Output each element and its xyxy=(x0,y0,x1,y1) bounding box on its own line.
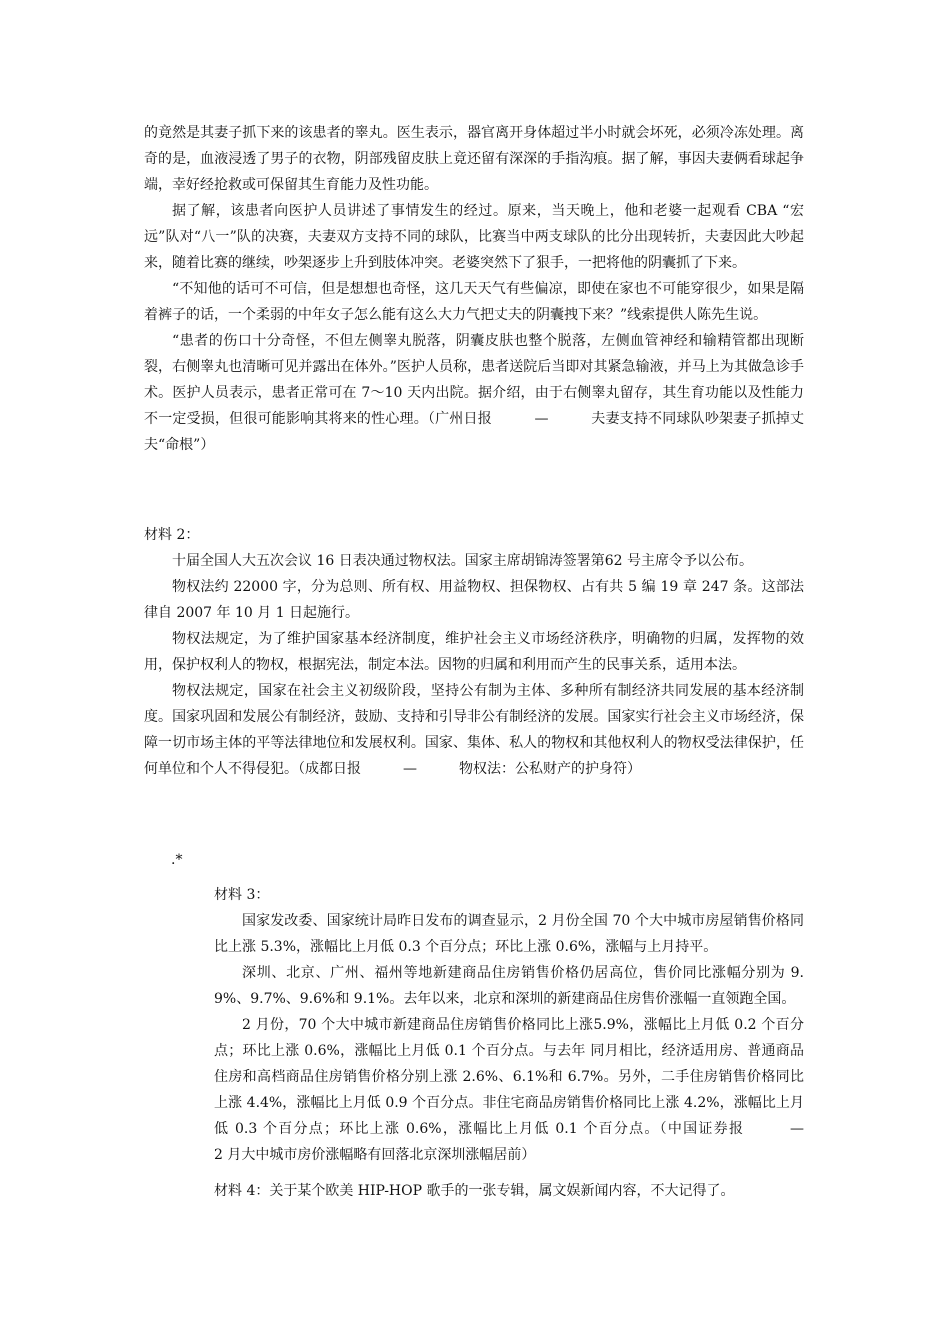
article-section-1 xyxy=(144,120,804,458)
paragraph: 物权法约 22000 字，分为总则、所有权、用益物权、担保物权、占有共 5 编 19 章 247 条。这部法律自 2007 年 10 月 1 日起施行。 xyxy=(144,579,804,621)
paragraph: 的竟然是其妻子抓下来的该患者的睾丸。医生表示，器官离开身体超过半小时就会坏死，必须冷冻处理。离奇的是，血液浸透了男子的衣物，阴部残留皮肤上竟还留有深深的手指沟痕。据了解，事因夫妻俩看球起争端，幸好经抢救或可保留其生育能力及性功能。 xyxy=(144,125,804,193)
material-label: 材料 3： xyxy=(214,887,270,903)
paragraph: 物权法规定，国家在社会主义初级阶段，坚持公有制为主体、多种所有制经济共同发展的基本经济制度。国家巩固和发展公有制经济，鼓励、支持和引导非公有制经济的发展。国家实行社会主义市场经济，保障一切市场主体的平等法律地位和发展权利。国家、集体、私人的物权和其他权利人的物权受法律保护，任何单位和个人不得侵犯。（成都日报 — 物权法：公私财产的护身符） xyxy=(144,683,804,777)
paragraph: “不知他的话可不可信，但是想想也奇怪，这几天天气有些偏凉，即使在家也不可能穿很少，如果是隔着裤子的话，一个柔弱的中年女子怎么能有这么大力气把丈夫的阴囊拽下来？”线索提供人陈先生说。 xyxy=(144,281,804,323)
paragraph: 国家发改委、国家统计局昨日发布的调查显示，2 月份全国 70 个大中城市房屋销售价格同比上涨 5.3%，涨幅比上月低 0.3 个百分点；环比上涨 0.6%，涨幅与上月持平。 xyxy=(214,913,804,955)
paragraph: 物权法规定，为了维护国家基本经济制度，维护社会主义市场经济秩序，明确物的归属，发挥物的效用，保护权利人的物权，根据宪法，制定本法。因物的归属和利用而产生的民事关系，适用本法。 xyxy=(144,631,804,673)
paragraph: 材料 4：关于某个欧美 HIP-HOP 歌手的一张专辑，属文娱新闻内容，不大记得了。 xyxy=(214,1183,735,1199)
article-section-3 xyxy=(214,882,846,1168)
article-section-2 xyxy=(144,522,804,782)
paragraph: “患者的伤口十分奇怪，不但左侧睾丸脱落，阴囊皮肤也整个脱落，左侧血管神经和输精管都出现断裂，右侧睾丸也清晰可见并露出在体外。”医护人员称，患者送院后当即对其紧急输液，并马上为其做急诊手术。医护人员表示，患者正常可在 7～10 天内出院。据介绍，由于右侧睾丸留存，其生育功能以及性能力不一定受损，但很可能影响其将来的性心理。（广州日报 — 夫妻支持不同球队吵架妻子抓掉丈夫“命根”） xyxy=(144,333,804,453)
paragraph: 十届全国人大五次会议 16 日表决通过物权法。国家主席胡锦涛签署第62 号主席令予以公布。 xyxy=(172,553,753,569)
section-marker: .* xyxy=(171,852,183,868)
paragraph: 2 月份，70 个大中城市新建商品住房销售价格同比上涨5.9%，涨幅比上月低 0.2 个百分点；环比上涨 0.6%，涨幅比上月低 0.1 个百分点。与去年 同月相比，经济适用房、普通商品住房和高档商品住房销售价格分别上涨 2.6%、6.1%和 6.7%。另外，二手住房销售价格同比上涨 4.4%，涨幅比上月低 0.9 个百分点。非住宅商品房销售价格同比上涨 4.2%，涨幅比上月低 0.3 个百分点；环比上涨 0.6%，涨幅比上月低 0.1 个百分点。（中国证券报 — 2 月大中城市房价涨幅略有回落北京深圳涨幅居前） xyxy=(214,1017,846,1163)
paragraph: 深圳、北京、广州、福州等地新建商品住房销售价格仍居高位，售价同比涨幅分别为 9.9%、9.7%、9.6%和 9.1%。去年以来，北京和深圳的新建商品住房售价涨幅一直领跑全国。 xyxy=(214,965,804,1007)
article-section-4 xyxy=(214,1178,804,1204)
material-label: 材料 2： xyxy=(144,527,200,543)
paragraph: 据了解，该患者向医护人员讲述了事情发生的经过。原来，当天晚上，他和老婆一起观看 CBA “宏远”队对“八一”队的决赛，夫妻双方支持不同的球队，比赛当中两支球队的比分出现转折，夫妻因此大吵起来，随着比赛的继续，吵架逐步上升到肢体冲突。老婆突然下了狠手，一把将他的阴囊抓了下来。 xyxy=(144,203,804,271)
